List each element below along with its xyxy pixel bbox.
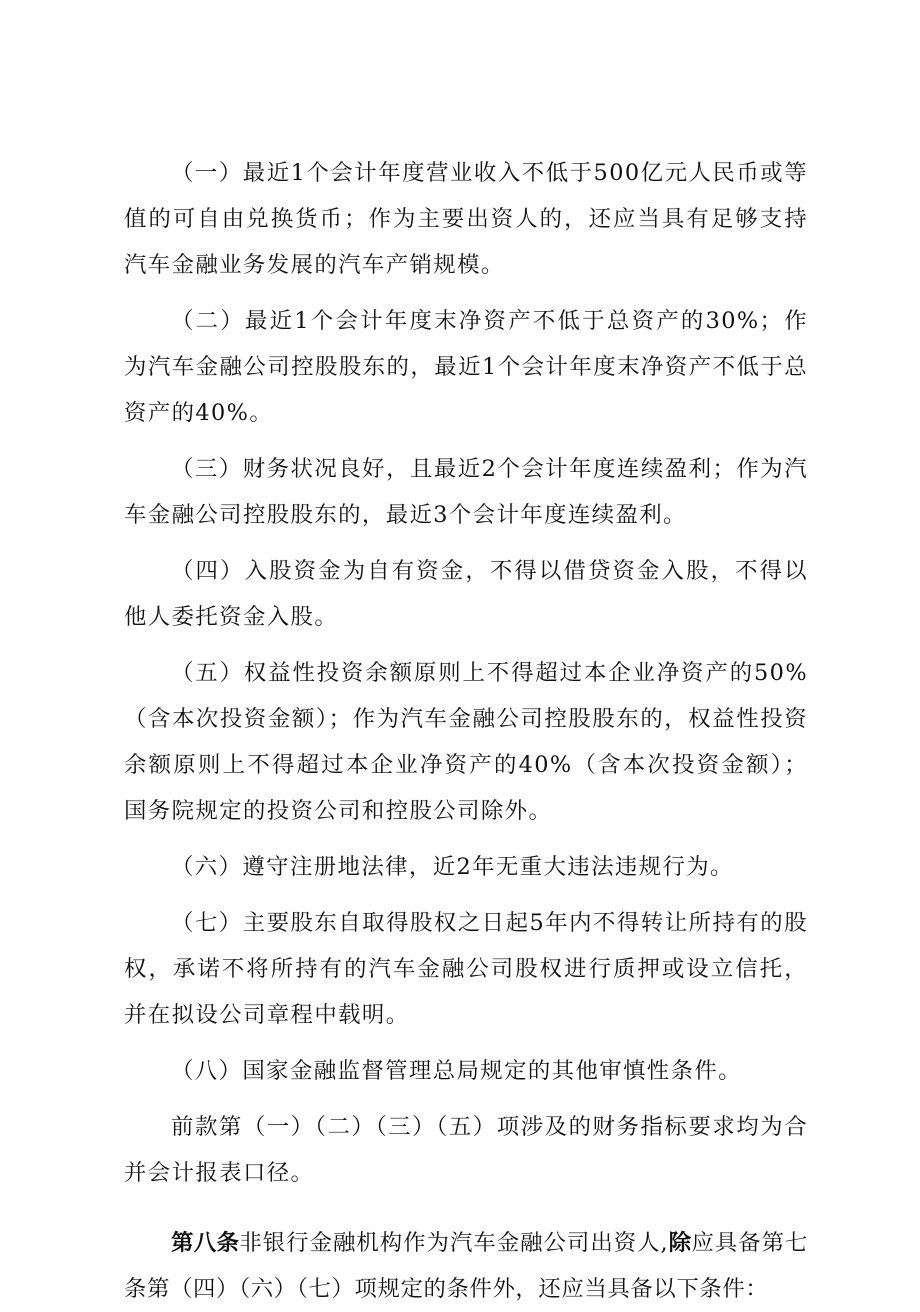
article-number: 第八条 (171, 1230, 240, 1256)
clause-2: （二）最近1个会计年度末净资产不低于总资产的30%；作为汽车金融公司控股股东的，最近1个会计年度末净资产不低于总资产的40%。 (124, 308, 808, 426)
document-body (124, 150, 808, 1312)
clause-1: （一）最近1个会计年度营业收入不低于500亿元人民币或等值的可自由兑换货币；作为主要出资人的，还应当具有足够支持汽车金融业务发展的汽车产销规模。 (124, 160, 808, 278)
clause-8: （八）国家金融监督管理总局规定的其他审慎性条件。 (171, 1058, 742, 1084)
article-text-before: 非银行金融机构作为汽车金融公司出资人, (239, 1230, 669, 1256)
article-text-after: 应具备第七条第（四）（六）（七）项规定的条件外，还应当具备以下条件： (124, 1230, 809, 1302)
article-8 (124, 1220, 808, 1312)
clause-7: （七）主要股东自取得股权之日起5年内不得转让所持有的股权，承诺不将所持有的汽车金融公司股权进行质押或设立信托，并在拟设公司章程中载明。 (124, 910, 808, 1028)
article-emphasis: 除 (668, 1230, 692, 1256)
clause-5: （五）权益性投资余额原则上不得超过本企业净资产的50%（含本次投资金额）；作为汽车金融公司控股股东的，权益性投资余额原则上不得超过本企业净资产的40%（含本次投资金额）；国务院规定的投资公司和控股公司除外。 (124, 660, 808, 824)
clause-3: （三）财务状况良好，且最近2个会计年度连续盈利；作为汽车金融公司控股股东的，最近3个会计年度连续盈利。 (124, 456, 808, 528)
clause-6: （六）遵守注册地法律，近2年无重大违法违规行为。 (171, 854, 734, 880)
financial-indicator-note: 前款第（一）（二）（三）（五）项涉及的财务指标要求均为合并会计报表口径。 (124, 1114, 808, 1186)
clause-4: （四）入股资金为自有资金，不得以借贷资金入股，不得以他人委托资金入股。 (124, 558, 808, 630)
